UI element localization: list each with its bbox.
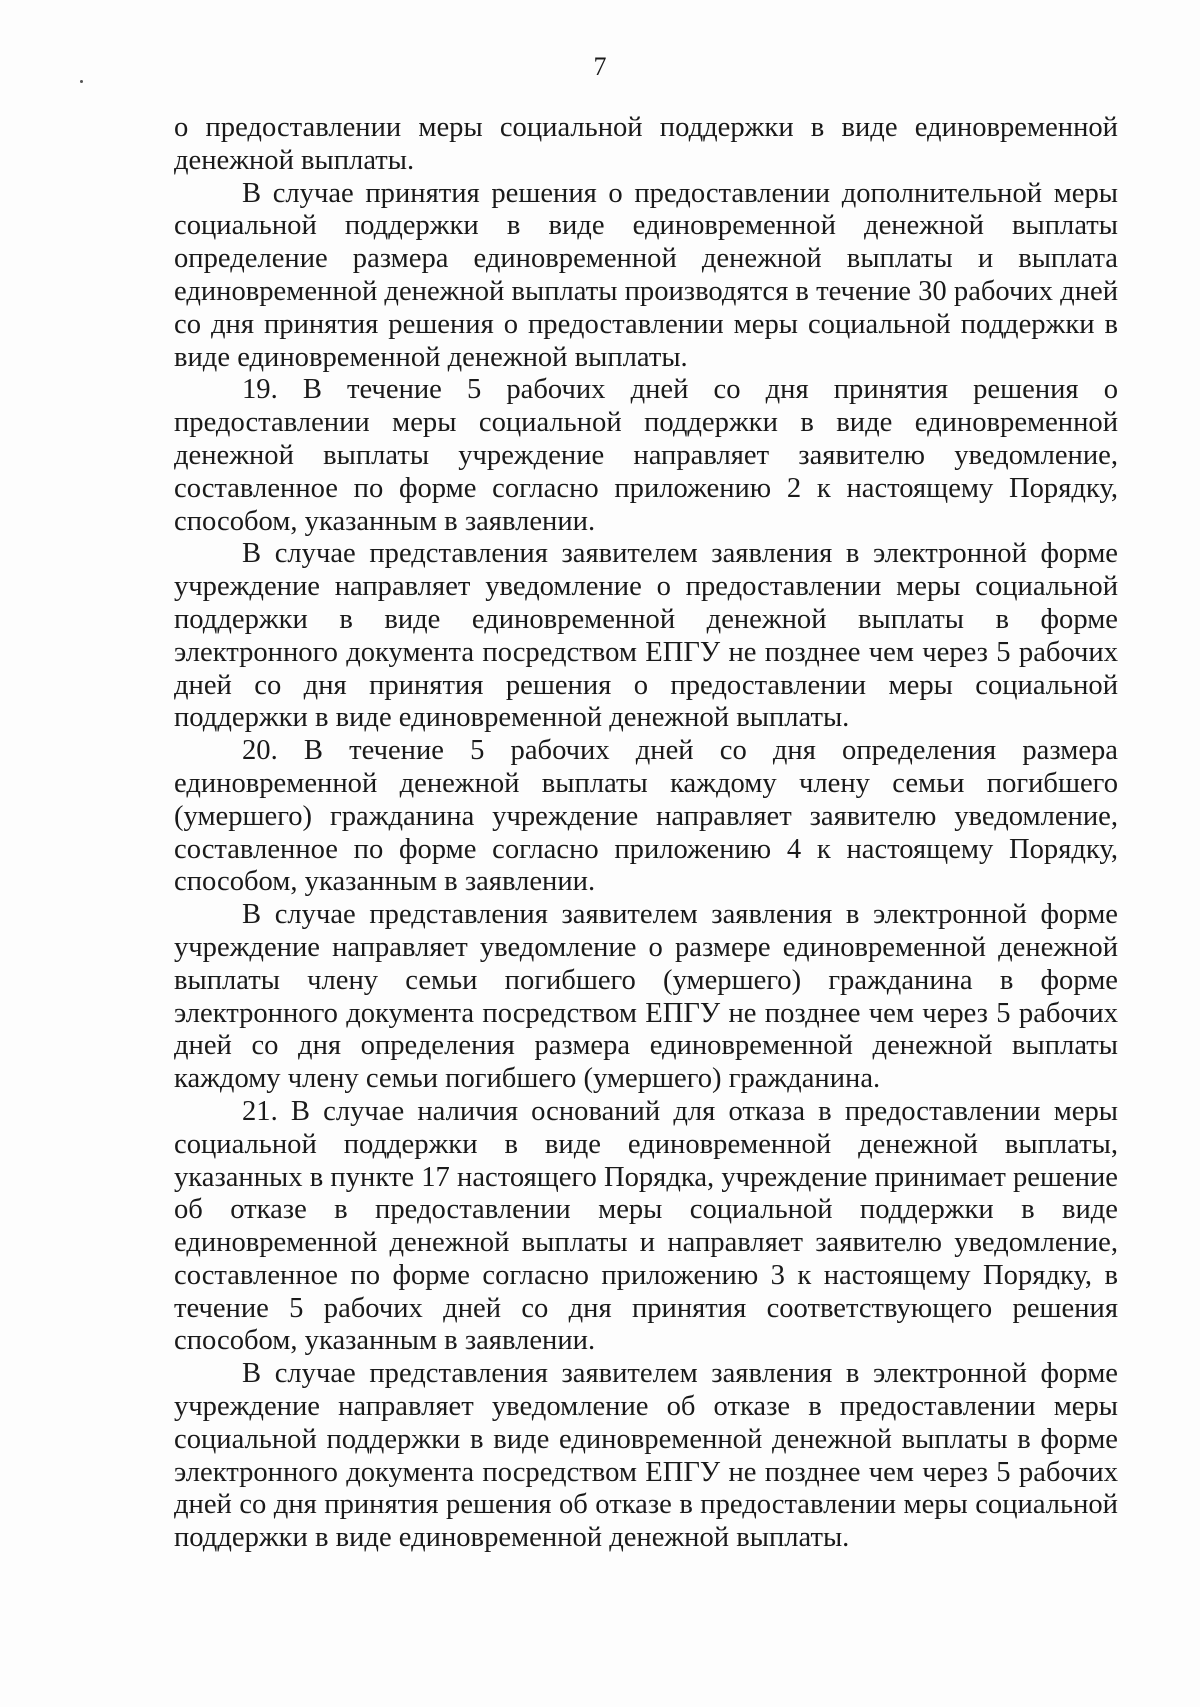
paragraph: В случае представления заявителем заявления в электронной форме учреждение направляет уведомление об отказе в предоставлении меры социальной поддержки в виде единовременной денежной выплаты в форме электронного документа посредством ЕПГУ не позднее чем через 5 рабочих дней со дня принятия решения об отказе в предоставлении меры социальной поддержки в виде единовременной денежной выплаты.	[174, 1358, 1118, 1554]
paragraph-clause-21: 21. В случае наличия оснований для отказа в предоставлении меры социальной поддержки в виде единовременной денежной выплаты, указанных в пункте 17 настоящего Порядка, учреждение принимает решение об отказе в предоставлении меры социальной поддержки в виде единовременной денежной выплаты и направляет заявителю уведомление, составленное по форме согласно приложению 3 к настоящему Порядку, в течение 5 рабочих дней со дня принятия соответствующего решения способом, указанным в заявлении.	[174, 1095, 1118, 1357]
paragraph-clause-20: 20. В течение 5 рабочих дней со дня определения размера единовременной денежной выплаты каждому члену семьи погибшего (умершего) гражданина учреждение направляет заявителю уведомление, составленное по форме согласно приложению 4 к настоящему Порядку, способом, указанным в заявлении.	[174, 735, 1118, 898]
paragraph-clause-19: 19. В течение 5 рабочих дней со дня принятия решения о предоставлении меры социальной поддержки в виде единовременной денежной выплаты учреждение направляет заявителю уведомление, составленное по форме согласно приложению 2 к настоящему Порядку, способом, указанным в заявлении.	[174, 374, 1118, 537]
paragraph-continuation: о предоставлении меры социальной поддержки в виде единовременной денежной выплаты.	[174, 112, 1118, 176]
paragraph: В случае представления заявителем заявления в электронной форме учреждение направляет уведомление о предоставлении меры социальной поддержки в виде единовременной денежной выплаты в форме электронного документа посредством ЕПГУ не позднее чем через 5 рабочих дней со дня принятия решения о предоставлении меры социальной поддержки в виде единовременной денежной выплаты.	[174, 538, 1118, 734]
paragraph: В случае представления заявителем заявления в электронной форме учреждение направляет уведомление о размере единовременной денежной выплаты члену семьи погибшего (умершего) гражданина в форме электронного документа посредством ЕПГУ не позднее чем через 5 рабочих дней со дня определения размера единовременной денежной выплаты каждому члену семьи погибшего (умершего) гражданина.	[174, 899, 1118, 1095]
document-body	[174, 112, 1118, 1555]
page-number: 7	[593, 52, 607, 81]
paragraph: В случае принятия решения о предоставлении дополнительной меры социальной поддержки в виде единовременной денежной выплаты определение размера единовременной денежной выплаты и выплата единовременной денежной выплаты производятся в течение 30 рабочих дней со дня принятия решения о предоставлении меры социальной поддержки в виде единовременной денежной выплаты.	[174, 177, 1118, 373]
